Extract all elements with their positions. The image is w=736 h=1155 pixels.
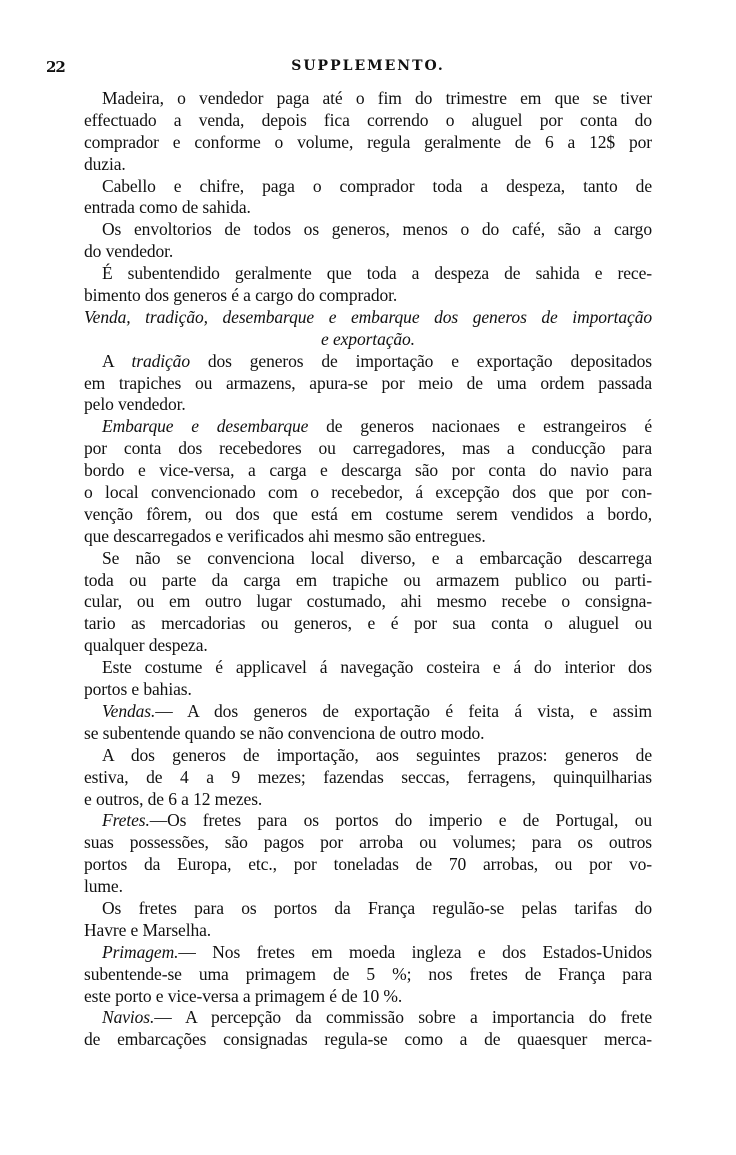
- text: — A dos generos de exportação é feita á vista, e assim: [155, 700, 652, 721]
- text-line: [84, 154, 652, 176]
- text: portos e bahias.: [84, 679, 192, 700]
- text: Madeira, o vendedor paga até o fim do trimestre em que se tiver: [102, 88, 652, 108]
- text: suas possessões, são pagos por arroba ou volumes; para os outros: [84, 832, 652, 853]
- text: Os envoltorios de todos os generos, menos o do café, são a cargo: [102, 219, 652, 240]
- text-line: [84, 570, 652, 592]
- text-line: [84, 110, 652, 132]
- text: venção fôrem, ou dos que está em costume serem vendidos a bordo,: [84, 503, 652, 524]
- text: portos da Europa, etc., por toneladas de 70 arrobas, ou por vo-: [84, 854, 652, 875]
- text-line: [84, 986, 652, 1008]
- text-line: [84, 526, 652, 548]
- text-line: [84, 197, 652, 219]
- italic-text: Venda, tradição, desembarque e embarque dos generos de importação: [84, 306, 652, 327]
- text: — Nos fretes em moeda ingleza e dos Estados-Unidos: [178, 941, 652, 962]
- text: duzia.: [84, 153, 126, 174]
- text-line: [84, 789, 652, 811]
- text-line: [84, 373, 652, 395]
- text-line: [84, 832, 652, 854]
- text: dos generos de importação e exportação depositados: [189, 350, 652, 371]
- text: subentende-se uma primagem de 5 %; nos fretes de França para: [84, 963, 652, 984]
- text: Este costume é applicavel á navegação costeira e á do interior dos: [102, 657, 652, 678]
- text-line: [84, 723, 652, 745]
- text-line: [84, 591, 652, 613]
- text-line: [84, 329, 652, 351]
- text: effectuado a venda, depois fica correndo o aluguel por conta do: [84, 109, 652, 130]
- text-line: [84, 810, 652, 832]
- text: este porto e vice-versa a primagem é de 10 %.: [84, 985, 403, 1006]
- text-line: [84, 679, 652, 701]
- text-line: [84, 482, 652, 504]
- text-line: [84, 504, 652, 526]
- text-line: [84, 460, 652, 482]
- text-line: [84, 942, 652, 964]
- text-line: [84, 1007, 652, 1029]
- text-line: [84, 263, 652, 285]
- page-number: 22: [46, 58, 65, 76]
- text: Cabello e chifre, paga o comprador toda a despeza, tanto de: [102, 175, 652, 196]
- text-line: [84, 176, 652, 198]
- text-line: [84, 307, 652, 329]
- text: se subentende quando se não convenciona de outro modo.: [84, 722, 485, 743]
- text-line: [84, 657, 652, 679]
- text-line: [84, 767, 652, 789]
- text-line: [84, 241, 652, 263]
- text: — A percepção da commissão sobre a importancia do frete: [154, 1007, 652, 1028]
- text-line: [84, 132, 652, 154]
- text-line: [84, 876, 652, 898]
- text: de embarcações consignadas regula-se como a de quaesquer merca-: [84, 1029, 652, 1050]
- text-line: [84, 88, 652, 110]
- text: toda ou parte da carga em trapiche ou armazem publico ou parti-: [84, 569, 652, 590]
- text: em trapiches ou armazens, apura-se por meio de uma ordem passada: [84, 372, 652, 393]
- text-line: [84, 613, 652, 635]
- text: pelo vendedor.: [84, 394, 186, 415]
- text-line: [84, 438, 652, 460]
- text-line: [84, 635, 652, 657]
- italic-text: Fretes.: [102, 810, 150, 831]
- text: —Os fretes para os portos do imperio e de Portugal, ou: [149, 810, 652, 831]
- italic-text: Vendas.: [102, 700, 156, 721]
- text: que descarregados e verificados ahi mesmo são entregues.: [84, 525, 486, 546]
- text-line: [84, 898, 652, 920]
- text-line: [84, 701, 652, 723]
- text: bimento dos generos é a cargo do comprador.: [84, 285, 398, 306]
- text: Havre e Marselha.: [84, 919, 212, 940]
- page-body-text: [84, 88, 652, 1051]
- italic-text: tradição: [131, 350, 190, 371]
- text-line: [84, 394, 652, 416]
- text: É subentendido geralmente que toda a despeza de sahida e rece-: [102, 263, 652, 284]
- text: A: [102, 350, 132, 371]
- text-line: [84, 745, 652, 767]
- italic-text: Primagem.: [102, 941, 179, 962]
- text: o local convencionado com o recebedor, á excepção dos que por con-: [84, 482, 652, 503]
- italic-text: e exportação.: [321, 328, 415, 349]
- text-line: [84, 416, 652, 438]
- text: Os fretes para os portos da França regulão-se pelas tarifas do: [102, 897, 652, 918]
- text: estiva, de 4 a 9 mezes; fazendas seccas, ferragens, quinquilharias: [84, 766, 652, 787]
- text-line: [84, 920, 652, 942]
- text: tario as mercadorias ou generos, e é por sua conta o aluguel ou: [84, 613, 652, 634]
- text-line: [84, 964, 652, 986]
- text-line: [84, 219, 652, 241]
- text-line: [84, 548, 652, 570]
- text-line: [84, 285, 652, 307]
- text: do vendedor.: [84, 241, 174, 262]
- text: e outros, de 6 a 12 mezes.: [84, 788, 263, 809]
- text: lume.: [84, 876, 123, 897]
- text: A dos generos de importação, aos seguintes prazos: generos de: [102, 744, 652, 765]
- text-line: [84, 351, 652, 373]
- text: por conta dos recebedores ou carregadores, mas a conducção para: [84, 438, 652, 459]
- text-line: [84, 1029, 652, 1051]
- text: Se não se convenciona local diverso, e a embarcação descarrega: [102, 547, 652, 568]
- running-title: SUPPLEMENTO.: [291, 58, 445, 74]
- text-line: [84, 854, 652, 876]
- text: bordo e vice-versa, a carga e descarga são por conta do navio para: [84, 460, 652, 481]
- text: entrada como de sahida.: [84, 197, 251, 218]
- text: qualquer despeza.: [84, 635, 208, 656]
- italic-text: Embarque e desembarque: [102, 416, 309, 437]
- text: comprador e conforme o volume, regula geralmente de 6 a 12$ por: [84, 131, 652, 152]
- text: de generos nacionaes e estrangeiros é: [308, 416, 652, 437]
- italic-text: Navios.: [102, 1007, 155, 1028]
- text: cular, ou em outro lugar costumado, ahi mesmo recebe o consigna-: [84, 591, 652, 612]
